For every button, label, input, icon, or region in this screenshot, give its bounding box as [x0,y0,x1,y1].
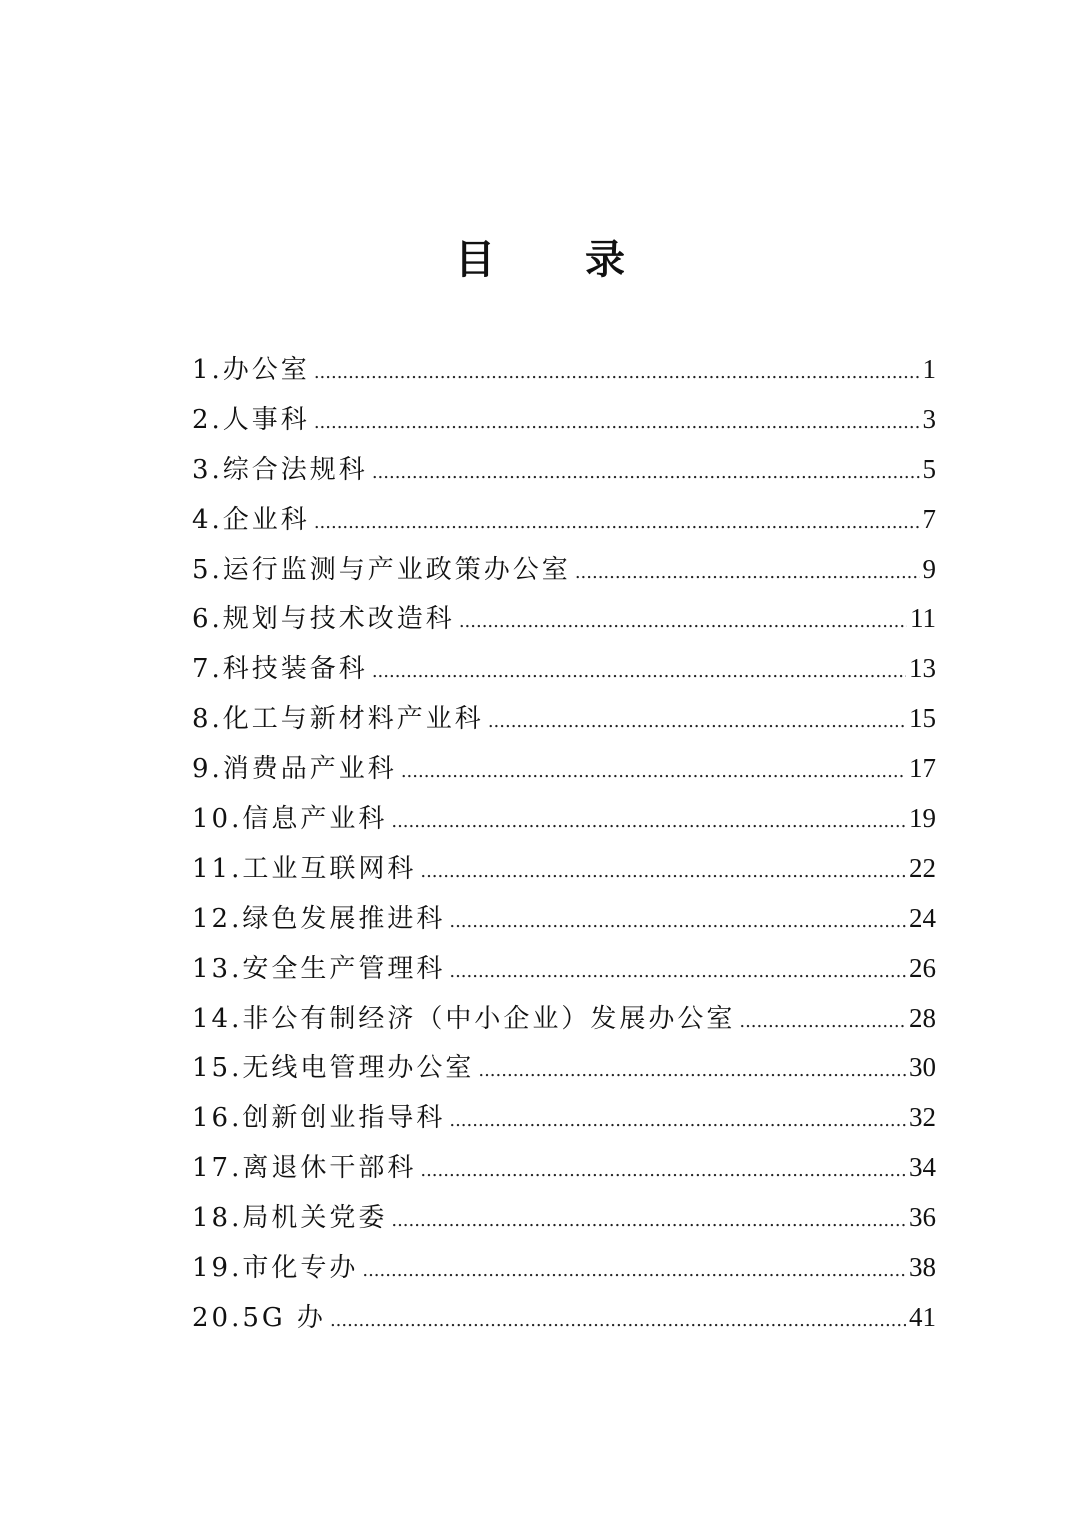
toc-entry[interactable] [192,1293,936,1343]
dot-leader [391,797,906,847]
toc-entry-label: 18.局机关党委 [192,1203,388,1234]
dot-leader [362,1246,906,1296]
dot-leader [420,847,906,897]
toc-entry-page-number: 22 [909,852,936,883]
toc-entry-label: 17.离退休干部科 [192,1153,417,1184]
dot-leader [391,1196,906,1246]
toc-entry-page-number: 24 [909,902,936,933]
toc-entry[interactable] [192,844,936,894]
dot-leader [314,498,920,548]
toc-entry-label: 4.企业科 [192,504,310,535]
toc-entry-page-number: 5 [922,453,936,484]
toc-entry-label: 2.人事科 [192,404,310,435]
dot-leader [449,947,906,997]
dot-leader [330,1296,906,1346]
toc-entry-page-number: 13 [909,653,936,684]
toc-entry[interactable] [192,694,936,744]
toc-entry-page-number: 3 [922,403,936,434]
toc-entry[interactable] [192,495,936,545]
toc-entry[interactable] [192,794,936,844]
toc-entry-label: 10.信息产业科 [192,804,388,835]
toc-entry-label: 9.消费品产业科 [192,754,397,785]
toc-entry-label: 13.安全生产管理科 [192,953,446,984]
toc-entry-label: 5.运行监测与产业政策办公室 [192,554,571,585]
toc-entry-label: 11.工业互联网科 [192,853,417,884]
dot-leader [449,897,906,947]
toc-entry[interactable] [192,445,936,495]
table-of-contents [192,345,936,1343]
toc-entry[interactable] [192,744,936,794]
toc-entry-page-number: 1 [922,354,936,384]
toc-entry-label: 12.绿色发展推进科 [192,903,446,934]
dot-leader [449,1096,906,1146]
toc-entry-page-number: 9 [922,553,936,584]
toc-entry-label: 16.创新创业指导科 [192,1103,446,1134]
toc-entry-label: 20.5G 办 [192,1302,326,1333]
toc-entry[interactable] [192,594,936,644]
toc-entry[interactable] [192,1143,936,1193]
toc-entry-page-number: 38 [909,1252,936,1283]
page-title: 目 录 [455,236,663,283]
toc-entry-page-number: 7 [922,503,936,534]
toc-entry[interactable] [192,644,936,694]
toc-entry-page-number: 36 [909,1202,936,1233]
toc-entry-page-number: 19 [909,803,936,834]
toc-entry[interactable] [192,545,936,595]
toc-entry-page-number: 41 [909,1301,936,1332]
toc-entry-page-number: 34 [909,1152,936,1183]
toc-entry-label: 14.非公有制经济（中小企业）发展办公室 [192,1003,736,1034]
toc-entry-label: 1.办公室 [192,355,310,385]
toc-entry[interactable] [192,944,936,994]
dot-leader [314,348,920,398]
toc-entry-page-number: 17 [909,753,936,784]
dot-leader [401,747,906,797]
dot-leader [575,548,920,598]
dot-leader [459,597,907,647]
toc-entry-label: 7.科技装备科 [192,654,368,685]
toc-entry-page-number: 32 [909,1102,936,1133]
toc-entry-label: 19.市化专办 [192,1253,359,1284]
toc-entry-label: 6.规划与技术改造科 [192,604,455,635]
toc-entry[interactable] [192,894,936,944]
toc-entry-page-number: 15 [909,703,936,734]
dot-leader [478,1046,906,1096]
toc-entry-page-number: 11 [910,603,936,634]
toc-entry[interactable] [192,345,936,395]
dot-leader [372,448,920,498]
toc-entry[interactable] [192,1043,936,1093]
dot-leader [314,398,920,448]
toc-entry[interactable] [192,1243,936,1293]
toc-entry-page-number: 28 [909,1002,936,1033]
toc-entry-label: 8.化工与新材料产业科 [192,704,484,735]
dot-leader [488,697,906,747]
toc-entry-page-number: 26 [909,952,936,983]
toc-entry[interactable] [192,1193,936,1243]
dot-leader [739,997,906,1047]
toc-entry[interactable] [192,994,936,1044]
toc-entry[interactable] [192,395,936,445]
toc-entry[interactable] [192,1093,936,1143]
dot-leader [372,647,906,697]
toc-entry-page-number: 30 [909,1052,936,1083]
toc-entry-label: 3.综合法规科 [192,454,368,485]
toc-entry-label: 15.无线电管理办公室 [192,1053,475,1084]
dot-leader [420,1146,906,1196]
